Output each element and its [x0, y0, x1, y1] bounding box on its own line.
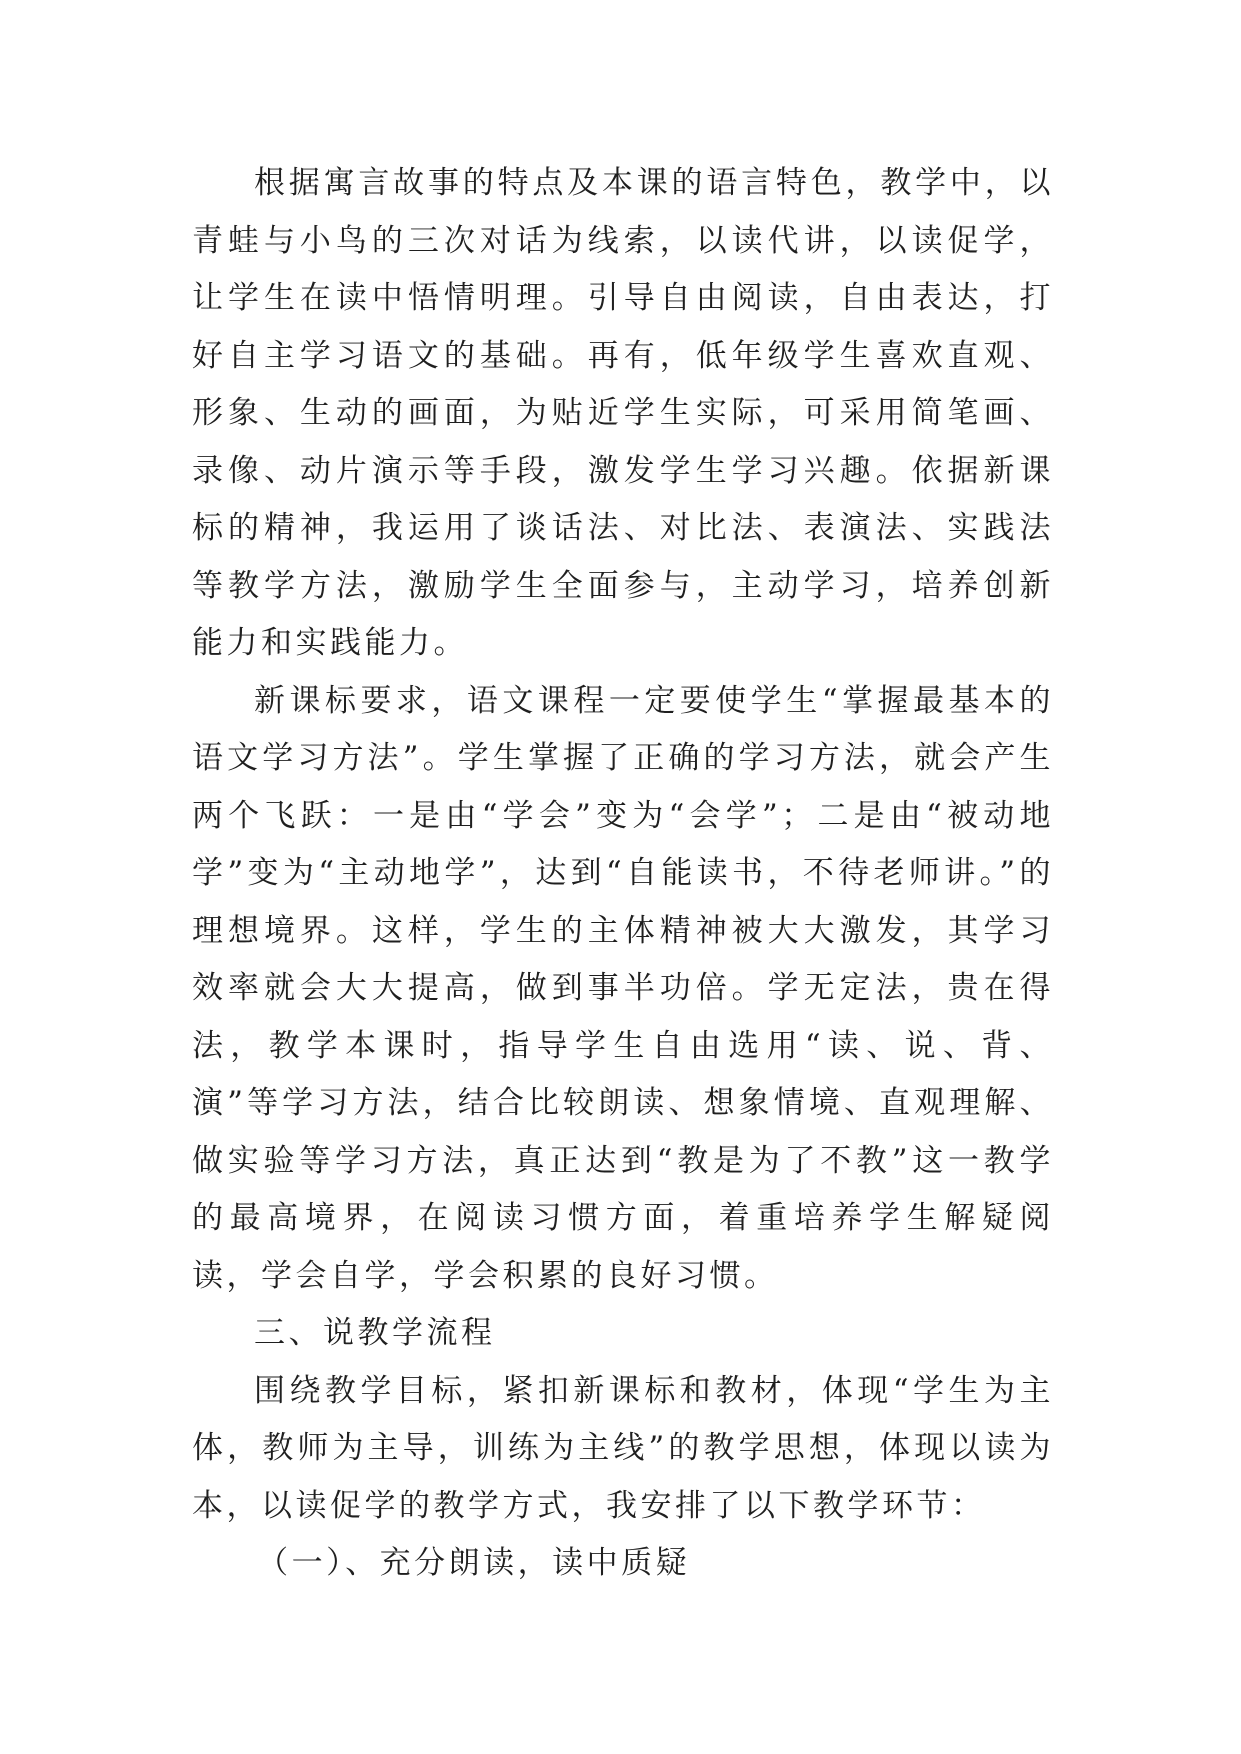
paragraph-learning-methods: 新课标要求，语文课程一定要使学生“掌握最基本的语文学习方法”。学生掌握了正确的学习方法，就会产生两个飞跃：一是由“学会”变为“会学”；二是由“被动地学”变为“主动地学”，达到“自能读书，不待老师讲。”的理想境界。这样，学生的主体精神被大大激发，其学习效率就会大大提高，做到事半功倍。学无定法，贵在得法，教学本课时，指导学生自由选用“读、说、背、演”等学习方法，结合比较朗读、想象情境、直观理解、做实验等学习方法，真正达到“教是为了不教”这一教学的最高境界，在阅读习惯方面，着重培养学生解疑阅读，学会自学，学会积累的良好习惯。: [192, 682, 1054, 1294]
paragraph-teaching-steps: 围绕教学目标，紧扣新课标和教材，体现“学生为主体，教师为主导，训练为主线”的教学思想，体现以读为本，以读促学的教学方式，我安排了以下教学环节：: [192, 1372, 1054, 1524]
subsection-heading-reading: （一）、充分朗读，读中质疑: [257, 1545, 691, 1581]
document-body: [192, 155, 1054, 1593]
paragraph-teaching-approach: 根据寓言故事的特点及本课的语言特色，教学中，以青蛙与小鸟的三次对话为线索，以读代讲，以读促学，让学生在读中悟情明理。引导自由阅读，自由表达，打好自主学习语文的基础。再有，低年级学生喜欢直观、形象、生动的画面，为贴近学生实际，可采用简笔画、录像、动片演示等手段，激发学生学习兴趣。依据新课标的精神，我运用了谈话法、对比法、表演法、实践法等教学方法，激励学生全面参与，主动学习，培养创新能力和实践能力。: [192, 165, 1054, 661]
section-heading-teaching-process: 三、说教学流程: [254, 1315, 496, 1351]
